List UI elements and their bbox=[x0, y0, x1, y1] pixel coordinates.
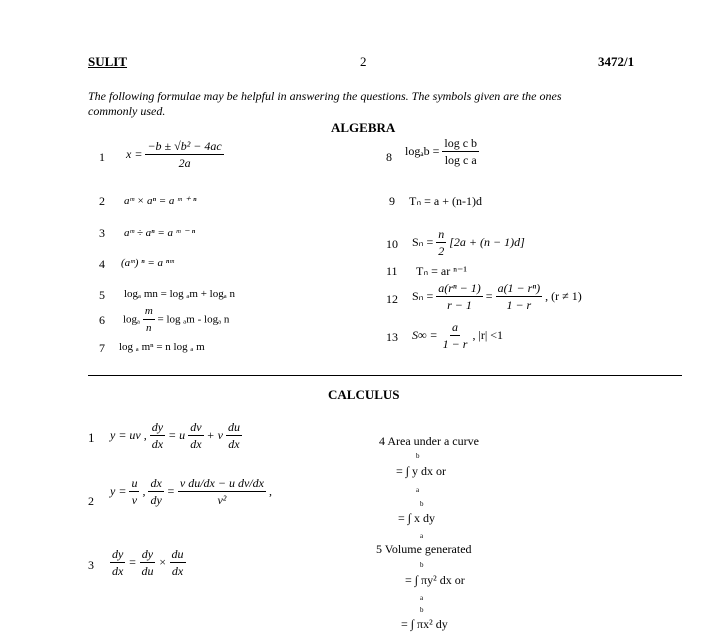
algebra-f10-numerator: n bbox=[438, 227, 445, 241]
algebra-f12-equals: = bbox=[485, 289, 493, 303]
calculus-c1-n3: du bbox=[227, 420, 240, 434]
algebra-f12-numerator-1: a(rⁿ − 1) bbox=[438, 281, 481, 295]
header-right: 3472/1 bbox=[598, 54, 635, 69]
calculus-c2-tail: , bbox=[268, 484, 272, 498]
algebra-f12-condition: , (r ≠ 1) bbox=[545, 289, 582, 303]
algebra-f12-denominator-2: 1 − r bbox=[506, 298, 532, 312]
algebra-f8-number: 8 bbox=[386, 150, 392, 164]
algebra-f9: Tₙ = a + (n-1)d bbox=[409, 194, 482, 208]
algebra-f9-number: 9 bbox=[389, 194, 395, 208]
calculus-c1-d3: dx bbox=[228, 437, 240, 451]
calculus-c4-lower-2: a bbox=[420, 532, 424, 540]
calculus-c5-line2: = ∫ πx² dy bbox=[401, 617, 448, 631]
calculus-c5-line1: = ∫ πy² dx or bbox=[405, 573, 465, 587]
page-number: 2 bbox=[360, 54, 367, 69]
calculus-c4-line1: = ∫ y dx or bbox=[396, 464, 447, 478]
algebra-f13-lhs: S∞ = bbox=[412, 328, 438, 342]
algebra-f10-post: [2a + (n − 1)d] bbox=[449, 235, 525, 249]
algebra-f13-denominator: 1 − r bbox=[442, 337, 468, 351]
calculus-c2-n1: u bbox=[131, 476, 138, 490]
calculus-c3-d3: dx bbox=[171, 564, 184, 578]
calculus-c5-label: 5 Volume generated bbox=[376, 542, 472, 556]
algebra-f1-numerator: −b ± √b² − 4ac bbox=[147, 139, 222, 153]
algebra-f6-pre: logₐ bbox=[123, 313, 141, 326]
algebra-f13-condition: , |r| <1 bbox=[472, 328, 504, 342]
algebra-f6-numerator: m bbox=[143, 303, 155, 320]
algebra-f7: log ₐ mⁿ = n log ₐ m bbox=[119, 341, 205, 353]
algebra-f8 bbox=[405, 135, 479, 168]
algebra-f1 bbox=[126, 138, 224, 171]
calculus-c3-d1: dx bbox=[112, 564, 124, 578]
calculus-c1-plus: + v bbox=[206, 428, 223, 442]
calculus-c1-number: 1 bbox=[88, 430, 95, 445]
calculus-c2-comma: , bbox=[142, 484, 146, 498]
calculus-c1-n2: dv bbox=[190, 420, 202, 434]
calculus-c3-eq: = bbox=[128, 555, 137, 569]
algebra-f12-denominator-1: r − 1 bbox=[447, 298, 472, 312]
algebra-f2-number: 2 bbox=[99, 194, 105, 208]
algebra-f13-numerator: a bbox=[452, 320, 459, 334]
algebra-f3: aᵐ ÷ aⁿ = a ᵐ ⁻ ⁿ bbox=[124, 227, 196, 239]
algebra-f6-denominator: n bbox=[146, 322, 152, 334]
algebra-f13-number: 13 bbox=[386, 330, 398, 344]
calculus-c1-d1: dx bbox=[151, 437, 164, 451]
calculus-c1-d2: dx bbox=[190, 437, 202, 451]
algebra-f12-number: 12 bbox=[386, 292, 398, 306]
calculus-title: CALCULUS bbox=[328, 387, 400, 402]
algebra-f5-number: 5 bbox=[99, 288, 105, 302]
calculus-c3-n3: du bbox=[171, 547, 184, 561]
algebra-f4-number: 4 bbox=[99, 257, 105, 271]
calculus-c4-lower-1: a bbox=[416, 486, 420, 494]
calculus-c1 bbox=[110, 419, 242, 452]
algebra-f10 bbox=[412, 226, 525, 259]
algebra-f1-number: 1 bbox=[99, 150, 105, 164]
algebra-f6-post: = log ₐm - logₐ n bbox=[157, 313, 230, 326]
algebra-f10-number: 10 bbox=[386, 237, 398, 251]
calculus-c5-upper-2: b bbox=[420, 606, 424, 614]
algebra-f13 bbox=[412, 319, 503, 352]
algebra-title: ALGEBRA bbox=[331, 120, 396, 135]
intro-line-1: The following formulae may be helpful in answering the questions. The symbols given are the ones bbox=[88, 89, 562, 103]
algebra-f10-lhs: Sₙ = bbox=[412, 235, 434, 249]
calculus-c2-denominator: v² bbox=[217, 493, 227, 507]
calculus-c3 bbox=[110, 546, 186, 579]
algebra-f11-number: 11 bbox=[386, 264, 398, 278]
algebra-f8-numerator: log c b bbox=[444, 136, 478, 150]
algebra-f3-number: 3 bbox=[99, 226, 105, 240]
algebra-f11: Tₙ = ar ⁿ⁻¹ bbox=[416, 264, 467, 278]
algebra-f7-number: 7 bbox=[99, 341, 105, 355]
algebra-f2: aᵐ × aⁿ = a ᵐ ⁺ ⁿ bbox=[124, 195, 197, 207]
algebra-f5: logₐ mn = log ₐm + logₐ n bbox=[124, 288, 235, 300]
calculus-c2-number: 2 bbox=[88, 494, 94, 508]
algebra-f4: (aᵐ) ⁿ = a ⁿᵐ bbox=[121, 257, 174, 269]
calculus-c2-numerator: v du/dx − u dv/dx bbox=[179, 476, 264, 490]
calculus-c1-eq: = u bbox=[168, 428, 186, 442]
calculus-c4-line2: = ∫ x dy bbox=[398, 511, 436, 525]
calculus-c1-lhs: y = uv , bbox=[110, 428, 147, 442]
calculus-c2-d1: v bbox=[131, 493, 138, 507]
algebra-f12-lhs: Sₙ = bbox=[412, 289, 434, 303]
calculus-c4-upper-2: b bbox=[420, 500, 424, 508]
algebra-f6 bbox=[123, 303, 229, 336]
algebra-f12 bbox=[412, 280, 582, 313]
algebra-f1-lhs: x = bbox=[126, 147, 143, 161]
calculus-c3-times: × bbox=[158, 555, 167, 569]
calculus-c2-n2: dx bbox=[150, 476, 162, 490]
algebra-f10-denominator: 2 bbox=[438, 244, 445, 258]
algebra-f6-number: 6 bbox=[99, 313, 105, 327]
header-left: SULIT bbox=[88, 54, 128, 69]
calculus-c3-n2: dy bbox=[141, 547, 154, 561]
calculus-c3-n1: dy bbox=[112, 547, 124, 561]
calculus-c5-upper-1: b bbox=[420, 561, 424, 569]
section-divider bbox=[88, 375, 682, 376]
calculus-c5-lower-1: a bbox=[420, 594, 424, 602]
calculus-c4-upper-1: b bbox=[416, 452, 420, 460]
algebra-f8-denominator: log c a bbox=[444, 153, 477, 167]
calculus-c2 bbox=[110, 475, 272, 508]
calculus-c2-d2: dy bbox=[150, 493, 162, 507]
calculus-c3-number: 3 bbox=[88, 558, 94, 572]
algebra-f8-lhs: logₐb = bbox=[405, 144, 440, 158]
calculus-c2-lhs: y = bbox=[110, 484, 127, 498]
algebra-f1-denominator: 2a bbox=[178, 156, 191, 170]
calculus-c3-d2: du bbox=[141, 564, 154, 578]
algebra-f12-numerator-2: a(1 − rⁿ) bbox=[497, 281, 541, 295]
calculus-c1-n1: dy bbox=[151, 420, 164, 434]
calculus-c2-eq: = bbox=[166, 484, 175, 498]
calculus-c4-label: 4 Area under a curve bbox=[379, 434, 479, 448]
intro-line-2: commonly used. bbox=[88, 104, 166, 118]
